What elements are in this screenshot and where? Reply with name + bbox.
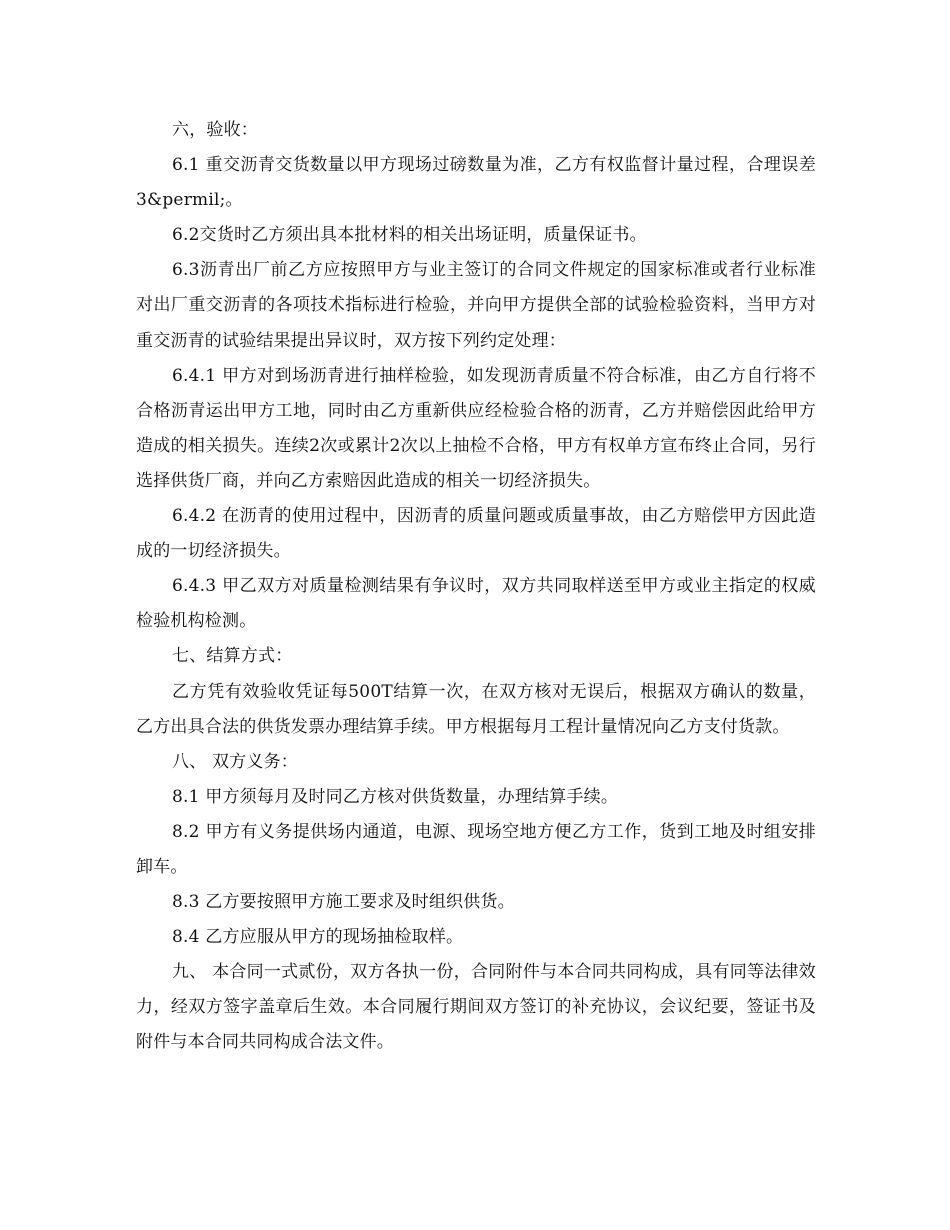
clause-6-2: 6.2交货时乙方须出具本批材料的相关出场证明，质量保证书。: [172, 225, 647, 246]
section-heading-settlement: 七、结算方式：: [172, 646, 293, 667]
clause-8-3: 8.3 乙方要按照甲方施工要求及时组织供货。: [172, 892, 515, 913]
clause-6-4-1: 6.4.1 甲方对到场沥青进行抽样检验，如发现沥青质量不符合标准，由乙方自行将不合格沥青运出甲方工地，同时由乙方重新供应经检验合格的沥青，乙方并赔偿因此给甲方造成的相关损失。连续2次或累计2次以上抽检不合格，甲方有权单方宣布终止合同，另行选择供货厂商，并向乙方索赔因此造成的相关一切经济损失。: [136, 365, 816, 491]
clause-6-1: 6.1 重交沥青交货数量以甲方现场过磅数量为准，乙方有权监督计量过程，合理误差3&permil;。: [136, 155, 816, 211]
clause-8-2: 8.2 甲方有义务提供场内通道，电源、现场空地方便乙方工作，货到工地及时组安排卸车。: [136, 821, 816, 877]
clause-6-3: 6.3沥青出厂前乙方应按照甲方与业主签订的合同文件规定的国家标准或者行业标准对出厂重交沥青的各项技术指标进行检验，并向甲方提供全部的试验检验资料，当甲方对重交沥青的试验结果提出异议时，双方按下列约定处理：: [136, 260, 816, 351]
document-body: [136, 113, 816, 1061]
clause-6-4-2: 6.4.2 在沥青的使用过程中，因沥青的质量问题或质量事故，由乙方赔偿甲方因此造成的一切经济损失。: [136, 506, 816, 562]
section-heading-obligations: 八、 双方义务：: [172, 751, 299, 772]
clause-6-4-3: 6.4.3 甲乙双方对质量检测结果有争议时，双方共同取样送至甲方或业主指定的权威检验机构检测。: [136, 576, 816, 632]
settlement-clause: 乙方凭有效验收凭证每500T结算一次，在双方核对无误后，根据双方确认的数量，乙方出具合法的供货发票办理结算手续。甲方根据每月工程计量情况向乙方支付货款。: [136, 681, 816, 737]
clause-8-1: 8.1 甲方须每月及时同乙方核对供货数量，办理结算手续。: [172, 786, 619, 807]
clause-9-effectiveness: 九、 本合同一式贰份，双方各执一份，合同附件与本合同共同构成，具有同等法律效力，经双方签字盖章后生效。本合同履行期间双方签订的补充协议，会议纪要，签证书及附件与本合同共同构成合法文件。: [136, 962, 816, 1053]
section-heading-acceptance: 六，验收：: [172, 120, 258, 140]
clause-8-4: 8.4 乙方应服从甲方的现场抽检取样。: [172, 927, 464, 948]
